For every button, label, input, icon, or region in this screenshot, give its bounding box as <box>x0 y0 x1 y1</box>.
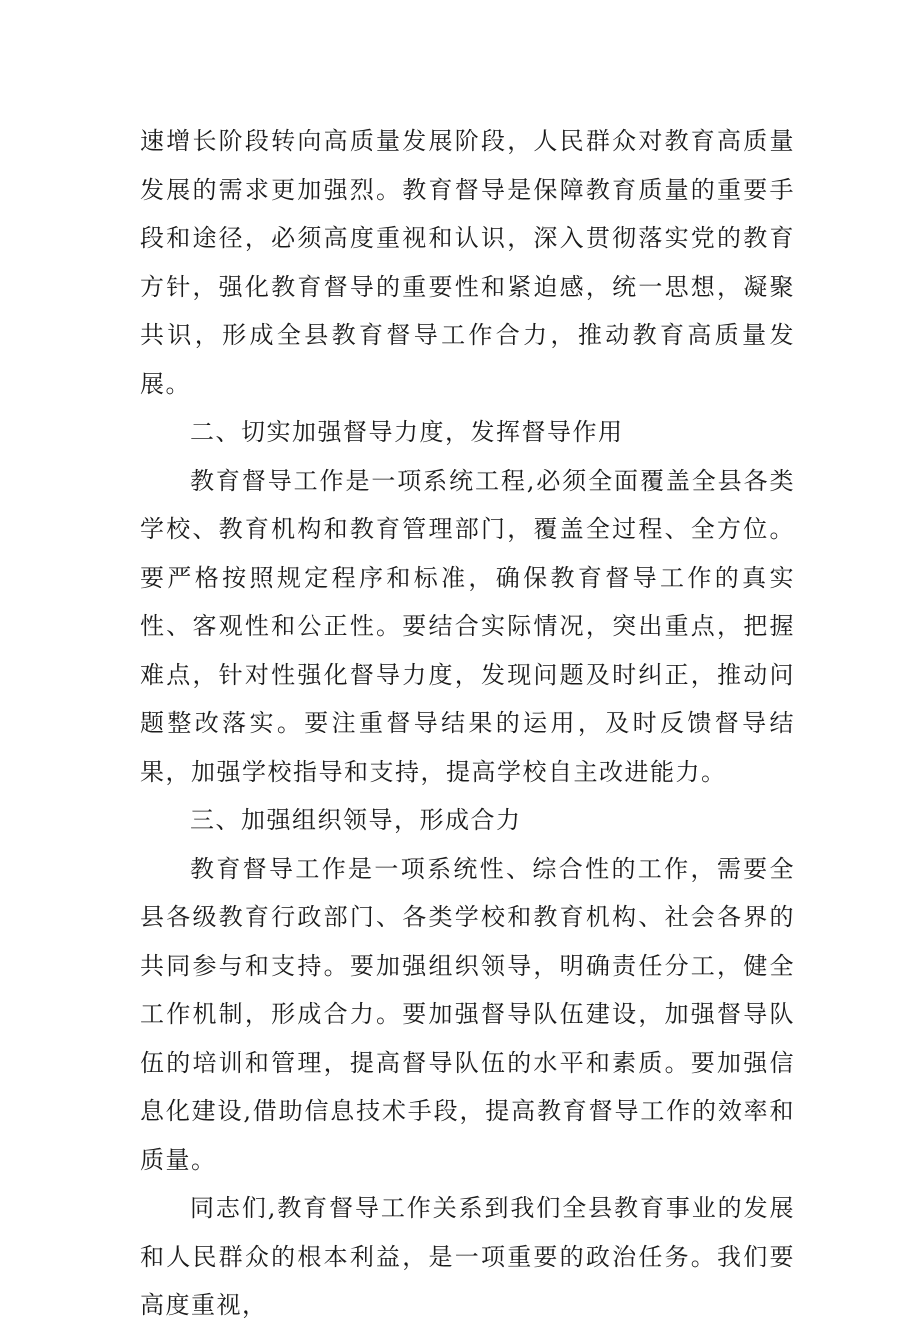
paragraph-continuation: 速增长阶段转向高质量发展阶段，人民群众对教育高质量发展的需求更加强烈。教育督导是保障教育质量的重要手段和途径，必须高度重视和认识，深入贯彻落实党的教育方针，强化教育督导的重要性和紧迫感，统一思想，凝聚共识，形成全县教育督导工作合力，推动教育高质量发展。 <box>140 127 795 398</box>
section-heading-3: 三、加强组织领导，形成合力 <box>190 806 522 834</box>
paragraph-section-2-body: 教育督导工作是一项系统工程,必须全面覆盖全县各类学校、教育机构和教育管理部门，覆盖全过程、全方位。要严格按照规定程序和标准，确保教育督导工作的真实性、客观性和公正性。要结合实际情况，突出重点，把握难点，针对性强化督导力度，发现问题及时纠正，推动问题整改落实。要注重督导结果的运用，及时反馈督导结果，加强学校指导和支持，提高学校自主改进能力。 <box>140 466 795 786</box>
paragraph-section-3-body: 教育督导工作是一项系统性、综合性的工作，需要全县各级教育行政部门、各类学校和教育机构、社会各界的共同参与和支持。要加强组织领导，明确责任分工，健全工作机制，形成合力。要加强督导队伍建设，加强督导队伍的培训和管理，提高督导队伍的水平和素质。要加强信息化建设,借助信息技术手段，提高教育督导工作的效率和质量。 <box>140 854 795 1174</box>
paragraph-closing: 同志们,教育督导工作关系到我们全县教育事业的发展和人民群众的根本利益，是一项重要的政治任务。我们要高度重视， <box>140 1194 795 1319</box>
document-body <box>140 117 795 1330</box>
section-heading-2: 二、切实加强督导力度，发挥督导作用 <box>190 418 624 446</box>
